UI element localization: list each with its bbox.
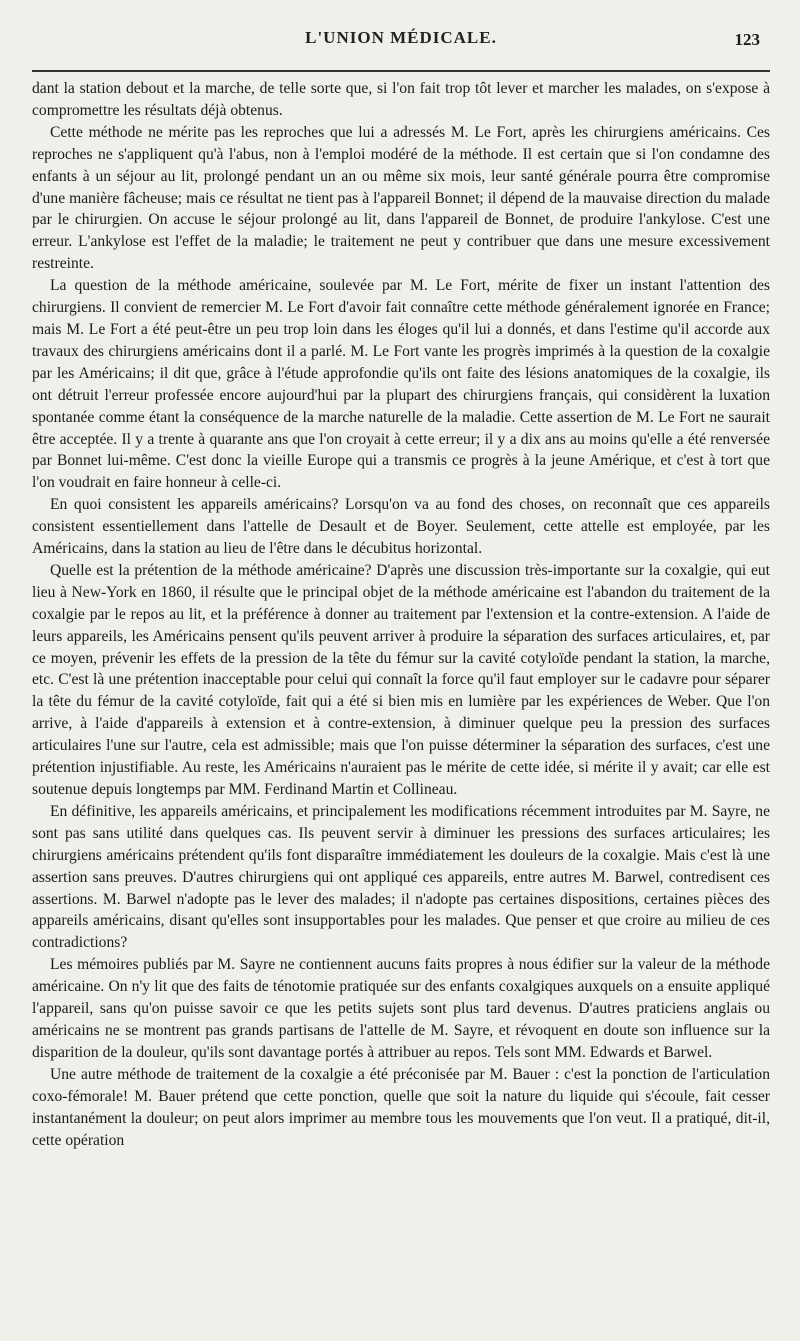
paragraph: La question de la méthode américaine, soulevée par M. Le Fort, mérite de fixer un instant l'attention des chirurgiens. Il convient de remercier M. Le Fort d'avoir fait connaître cette méthode généralement ignorée en France; mais M. Le Fort a été peut-être un peu trop loin dans les éloges qu'il lui a donnés, et dans l'estime qu'il accorde aux travaux des chirurgiens américains dont il a parlé. M. Le Fort vante les progrès imprimés à la question de la coxalgie par les Américains; il dit que, grâce à l'étude approfondie qu'ils ont faite des lésions anatomiques de la coxalgie, ils ont détruit l'erreur professée encore aujourd'hui par la plupart des chirurgiens français, qui considèrent la luxation spontanée comme étant la conséquence de la marche naturelle de la maladie. Cette assertion de M. Le Fort ne saurait être acceptée. Il y a trente à quarante ans que l'on croyait à cette erreur; il y a dix ans au moins qu'elle a été renversée par Bonnet lui-même. C'est donc la vieille Europe qui a transmis ce progrès à la jeune Amérique, et c'est à tort que l'on voudrait en faire honneur à celle-ci. <box>32 277 770 492</box>
header-rule <box>32 70 770 72</box>
paragraph: Une autre méthode de traitement de la coxalgie a été préconisée par M. Bauer : c'est la ponction de l'articulation coxo-fémorale! M. Bauer prétend que cette ponction, quelle que soit la nature du liquide qui s'écoule, fait cesser instantanément la douleur; on peut alors imprimer au membre tous les mouvements que l'on veut. Il a pratiqué, dit-il, cette opération <box>32 1065 770 1149</box>
paragraph: Cette méthode ne mérite pas les reproches que lui a adressés M. Le Fort, après les chirurgiens américains. Ces reproches ne s'appliquent qu'à l'abus, non à l'emploi modéré de la méthode. Il est certain que si l'on condamne des enfants à un séjour au lit, prolongé pendant un an ou même six mois, leur santé générale pourra être compromise d'une manière fâcheuse; mais ce résultat ne tient pas à l'appareil Bonnet; il dépend de la mauvaise direction du malade par le chirurgien. On accuse le séjour prolongé au lit, dans l'appareil de Bonnet, de produire l'ankylose. C'est une erreur. L'ankylose est l'effet de la maladie; le traitement ne peut y contribuer que dans une mesure excessivement restreinte. <box>32 123 770 273</box>
paragraph: Quelle est la prétention de la méthode américaine? D'après une discussion très-importante sur la coxalgie, qui eut lieu à New-York en 1860, il résulte que le principal objet de la méthode américaine est l'abandon du traitement de la coxalgie par le repos au lit, et la préférence à donner au traitement par l'extension et la contre-extension. A l'aide de leurs appareils, les Américains pensent qu'ils peuvent arriver à produire la séparation des surfaces articulaires, et, par ce moyen, prévenir les effets de la pression de la tête du fémur sur la cavité cotyloïde pendant la station, la marche, etc. C'est là une prétention inacceptable pour celui qui connaît la force qu'il faut employer sur le cadavre pour séparer la tête du fémur de la cavité cotyloïde, fait qui a été si bien mis en lumière par les expériences de Weber. Que l'on arrive, à l'aide d'appareils à extension et à contre-extension, à diminuer quelque peu la pression des surfaces articulaires l'une sur l'autre, cela est admissible; mais que l'on puisse déterminer la séparation des surfaces, c'est une prétention injustifiable. Au reste, les Américains n'auraient pas le mérite de cette idée, si mérite il y avait; car elle est soutenue depuis longtemps par MM. Ferdinand Martin et Collineau. <box>32 561 770 798</box>
paragraph: En définitive, les appareils américains, et principalement les modifications récemment introduites par M. Sayre, ne sont pas sans utilité dans quelques cas. Ils peuvent servir à diminuer les pressions des surfaces articulaires; les chirurgiens américains prétendent qu'ils font disparaître immédiatement les douleurs de la coxalgie. Mais c'est là une assertion sans preuves. D'autres chirurgiens qui ont appliqué ces appareils, entre autres M. Barwel, contredisent ces assertions. M. Barwel n'adopte pas le lever des malades; il n'adopte pas certaines dispositions, certaines pièces des appareils américains, disant qu'elles sont insupportables pour les malades. Que penser et que croire au milieu de ces contradictions? <box>32 802 770 952</box>
article-body <box>32 78 770 1151</box>
running-title: L'UNION MÉDICALE. <box>305 28 497 47</box>
page-header <box>32 28 770 54</box>
paragraph: En quoi consistent les appareils américains? Lorsqu'on va au fond des choses, on reconnaît que ces appareils consistent essentiellement dans l'attelle de Desault et de Boyer. Seulement, cette attelle est employée, par les Américains, dans la station au lieu de l'être dans le décubitus horizontal. <box>32 496 770 558</box>
page-number: 123 <box>734 30 760 49</box>
paragraph-continuation: dant la station debout et la marche, de telle sorte que, si l'on fait trop tôt lever et marcher les malades, on s'expose à compromettre les résultats déjà obtenus. <box>32 80 770 119</box>
paragraph: Les mémoires publiés par M. Sayre ne contiennent aucuns faits propres à nous édifier sur la valeur de la méthode américaine. On n'y lit que des faits de ténotomie pratiquée sur des enfants coxalgiques auxquels on a ensuite appliqué l'appareil, sans qu'on puisse savoir ce que les petits sujets sont plus tard devenus. D'autres praticiens anglais ou américains ne se montrent pas grands partisans de l'attelle de M. Sayre, et révoquent en doute son influence sur la disparition de la douleur, qu'ils sont davantage portés à attribuer au repos. Tels sont MM. Edwards et Barwel. <box>32 956 770 1061</box>
